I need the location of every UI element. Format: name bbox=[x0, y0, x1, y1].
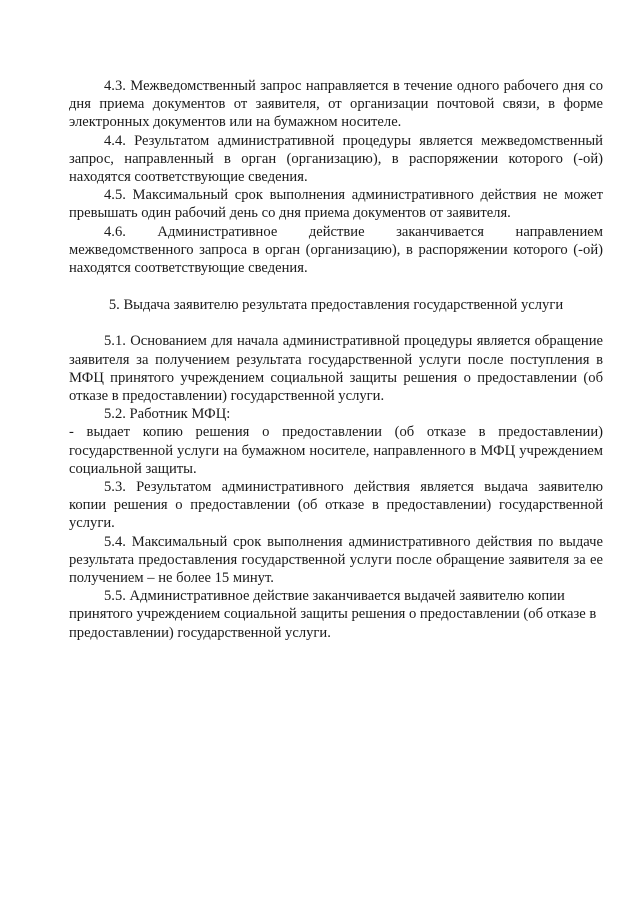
paragraph-4-5: 4.5. Максимальный срок выполнения административного действия не может превышать один рабочий день со дня приема документов от заявителя. bbox=[69, 187, 603, 222]
paragraph-4-6: 4.6. Административное действие заканчивается направлением межведомственного запроса в орган (организацию), в распоряжении которого (-ой) находятся соответствующие сведения. bbox=[69, 223, 603, 277]
paragraph-5-3: 5.3. Результатом административного действия является выдача заявителю копии решения о предоставлении (об отказе в предоставлении) государственной услуги. bbox=[69, 479, 603, 532]
paragraph-4-4: 4.4. Результатом административной процедуры является межведомственный запрос, направленный в орган (организацию), в распоряжении которого (-ой) находятся соответствующие сведения. bbox=[69, 132, 603, 186]
paragraph-5-2: 5.2. Работник МФЦ: bbox=[104, 406, 231, 423]
paragraph-4-3: 4.3. Межведомственный запрос направляется в течение одного рабочего дня со дня приема документов от заявителя, от организации почтовой связи, в форме электронных документов или на бумажном носителе. bbox=[69, 78, 603, 131]
paragraph-5-2-item: - выдает копию решения о предоставлении (об отказе в предоставлении) государственной услуги на бумажном носителе, направленного в МФЦ учреждением социальной защиты. bbox=[69, 424, 603, 477]
section-5-heading: 5. Выдача заявителю результата предоставления государственной услуги bbox=[108, 297, 564, 314]
document-body bbox=[69, 77, 603, 642]
paragraph-5-5: 5.5. Административное действие заканчивается выдачей заявителю копии принятого учреждением социальной защиты решения о предоставлении (об отказе в предоставлении) государственной услуги. bbox=[69, 588, 597, 641]
paragraph-5-1: 5.1. Основанием для начала административной процедуры является обращение заявителя за получением результата государственной услуги после поступления в МФЦ принятого учреждением социальной защиты решения о предоставлении (об отказе в предоставлении) государственной услуги. bbox=[69, 333, 603, 405]
paragraph-5-4: 5.4. Максимальный срок выполнения административного действия по выдаче результата предоставления государственной услуги после обращение заявителя за ее получением – не более 15 минут. bbox=[69, 533, 603, 587]
